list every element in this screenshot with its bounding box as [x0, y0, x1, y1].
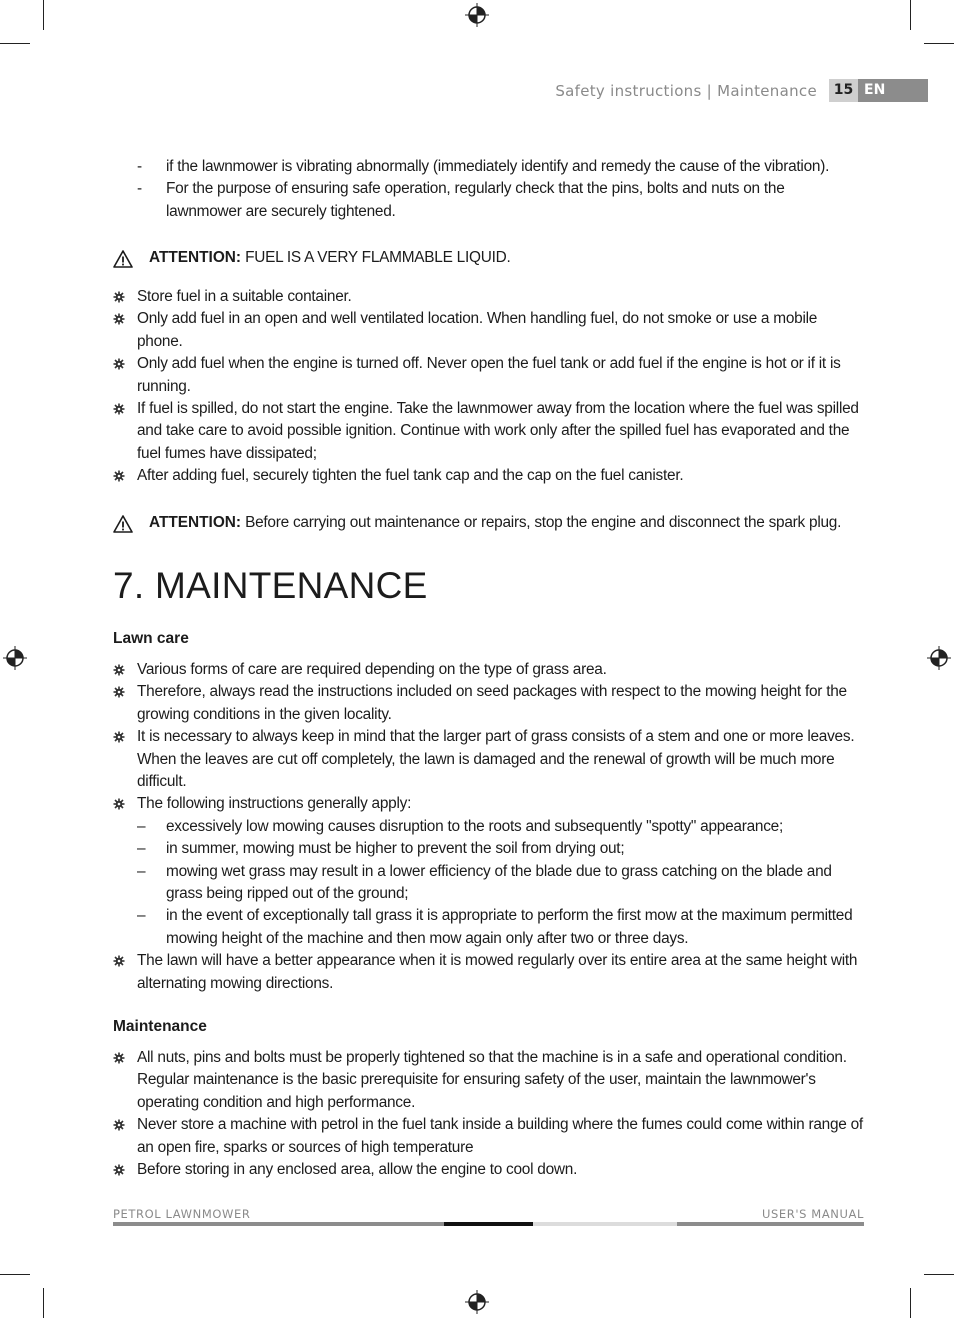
- gear-bullet-icon: [113, 798, 125, 810]
- footer-bar: [677, 1222, 864, 1226]
- gear-bullet-icon: [113, 686, 125, 698]
- gear-bullet-icon: [113, 470, 125, 482]
- list-item: All nuts, pins and bolts must be properly tightened so that the machine is in a safe and operational condition. Regular maintenance is the basic prerequisite for ensuring safety of the user, maintain the lawnmower's operating condition and high performance.: [113, 1047, 865, 1114]
- list-item: It is necessary to always keep in mind that the larger part of grass consists of a stem and one or more leaves. When the leaves are cut off completely, the lawn is damaged and the renewal of growth will be much more difficult.: [113, 726, 865, 793]
- list-item: – excessively low mowing causes disruption to the roots and subsequently "spotty" appearance;: [137, 816, 865, 838]
- maintenance-heading: Maintenance: [113, 1018, 207, 1035]
- registration-mark-icon: [465, 1290, 489, 1314]
- footer-manual: USER'S MANUAL: [762, 1207, 864, 1221]
- lawn-care-heading: Lawn care: [113, 630, 189, 647]
- page-number: 15: [829, 79, 858, 102]
- dash-marker: -: [137, 158, 142, 175]
- lawn-care-list: [113, 659, 865, 995]
- registration-mark-icon: [465, 3, 489, 27]
- attention-text: Before carrying out maintenance or repairs, stop the engine and disconnect the spark plug.: [245, 514, 842, 531]
- footer-bar: [533, 1222, 677, 1226]
- mowing-rules-list: [113, 816, 865, 950]
- list-item: Store fuel in a suitable container.: [113, 286, 865, 308]
- footer-product: PETROL LAWNMOWER: [113, 1207, 251, 1221]
- list-item: After adding fuel, securely tighten the fuel tank cap and the cap on the fuel canister.: [113, 465, 865, 487]
- attention-label: ATTENTION:: [149, 249, 242, 266]
- chapter-title: 7. MAINTENANCE: [113, 565, 428, 606]
- attention-text: FUEL IS A VERY FLAMMABLE LIQUID.: [245, 249, 511, 266]
- gear-bullet-icon: [113, 403, 125, 415]
- dash-marker: –: [137, 862, 146, 880]
- warning-icon: [113, 250, 133, 268]
- language-tag: EN: [858, 79, 928, 102]
- list-item: – in the event of exceptionally tall grass it is appropriate to perform the first mow at the maximum permitted mowing height of the machine and then mow again only after two or three days.: [137, 907, 853, 947]
- crop-mark: [910, 1288, 911, 1318]
- list-item: – in summer, mowing must be higher to prevent the soil from drying out;: [137, 838, 865, 860]
- list-item: If fuel is spilled, do not start the engine. Take the lawnmower away from the location where the fuel was spilled and take care to avoid possible ignition. Continue with work only after the spilled fuel has evaporated and the fuel fumes have dissipated;: [113, 398, 865, 465]
- crop-mark: [924, 1274, 954, 1275]
- gear-bullet-icon: [113, 1052, 125, 1064]
- crop-mark: [43, 0, 44, 30]
- gear-bullet-icon: [113, 731, 125, 743]
- crop-mark: [43, 1288, 44, 1318]
- crop-mark: [0, 1274, 30, 1275]
- gear-bullet-icon: [113, 1119, 125, 1131]
- footer-bar: [444, 1222, 533, 1226]
- fuel-safety-list: [113, 286, 865, 488]
- dash-marker: –: [137, 817, 146, 835]
- section-title: Safety instructions | Maintenance: [555, 82, 817, 100]
- list-item: Never store a machine with petrol in the fuel tank inside a building where the fumes could come within range of an open fire, sparks or sources of high temperature: [113, 1114, 865, 1159]
- dash-marker: -: [137, 180, 142, 198]
- attention-label: ATTENTION:: [149, 514, 242, 531]
- warning-icon: [113, 515, 133, 533]
- gear-bullet-icon: [113, 664, 125, 676]
- list-item: Various forms of care are required depending on the type of grass area.: [113, 659, 865, 681]
- list-item: The following instructions generally apply: – excessively low mowing causes disruption to the roots and subsequently "spotty" appearance; – in summer, mowing must be higher to prevent the soil from drying out; – mowing wet grass may result in a lower efficiency of the blade due to grass catching on the blade and grass being ripped out of the ground; – in the event of exceptionally tall grass it is appropriate to perform the first mow at the maximum permitted mowing height of the machine and then mow again only after two or three days.: [113, 793, 865, 950]
- list-item: The lawn will have a better appearance when it is mowed regularly over its entire area at the same height with alternating mowing directions.: [113, 950, 865, 995]
- gear-bullet-icon: [113, 358, 125, 370]
- dash-marker: –: [137, 907, 146, 925]
- registration-mark-icon: [927, 646, 951, 670]
- list-item: Only add fuel when the engine is turned off. Never open the fuel tank or add fuel if the engine is hot or if it is running.: [113, 353, 865, 398]
- list-item: Before storing in any enclosed area, allow the engine to cool down.: [113, 1159, 865, 1181]
- list-item: - if the lawnmower is vibrating abnormally (immediately identify and remedy the cause of the vibration).: [137, 156, 857, 178]
- gear-bullet-icon: [113, 955, 125, 967]
- crop-mark: [924, 43, 954, 44]
- crop-mark: [910, 0, 911, 30]
- footer-bar: [113, 1222, 444, 1226]
- gear-bullet-icon: [113, 291, 125, 303]
- list-item: Therefore, always read the instructions included on seed packages with respect to the mowing height for the growing conditions in the given locality.: [113, 681, 865, 726]
- list-item: Only add fuel in an open and well ventilated location. When handling fuel, do not smoke or use a mobile phone.: [113, 308, 865, 353]
- vibration-check-list: [137, 156, 857, 223]
- list-item: – mowing wet grass may result in a lower efficiency of the blade due to grass catching on the blade and grass being ripped out of the ground;: [137, 862, 832, 903]
- gear-bullet-icon: [113, 313, 125, 325]
- maintenance-list: [113, 1047, 865, 1181]
- registration-mark-icon: [3, 646, 27, 670]
- list-item: - For the purpose of ensuring safe operation, regularly check that the pins, bolts and nuts on the lawnmower are securely tightened.: [137, 180, 785, 220]
- dash-marker: –: [137, 840, 146, 858]
- gear-bullet-icon: [113, 1164, 125, 1176]
- crop-mark: [0, 43, 30, 44]
